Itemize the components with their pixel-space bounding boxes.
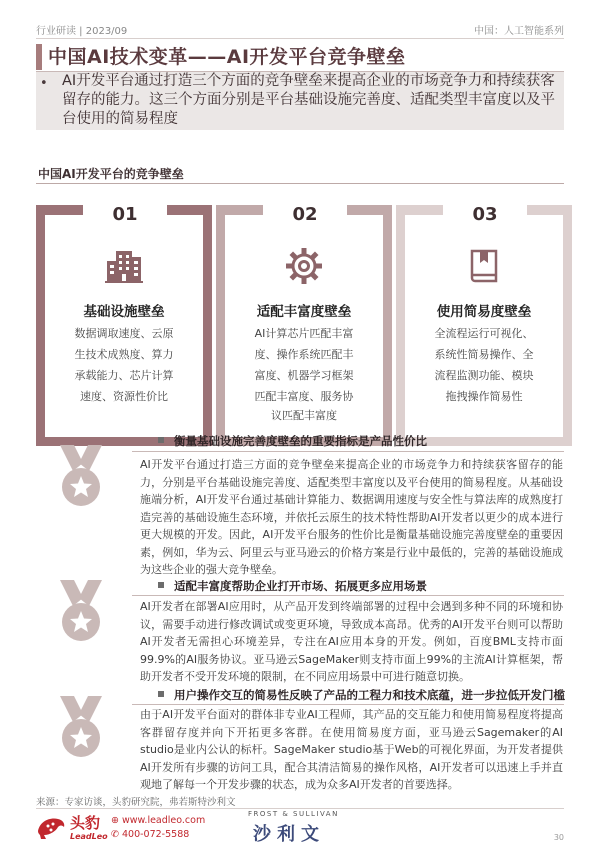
- card-line: 数据调取速度、云原: [74, 327, 174, 340]
- summary-bullet: •: [40, 76, 48, 91]
- footer-divider: [36, 808, 564, 809]
- medal-icon: [56, 445, 106, 509]
- header-divider: [36, 38, 564, 39]
- barrier-card-compatibility: [216, 205, 392, 446]
- detail-divider: [132, 704, 564, 705]
- phone-icon: ✆: [111, 829, 122, 840]
- detail-body-usability: 由于AI开发平台面对的群体非专业AI工程师，其产品的交互能力和使用简易程度将提高客群留存度并向下开拓更多客群。在使用简易度方面，亚马逊云Sagemaker的AI studio是业内公认的标杆。SageMaker studio基于Web的可视化界面，为开发者提供AI开发所有步骤的访问工具，配合其清洁简易的操作风格，AI开发者可以迅速上手并直观地了解每一个开发步骤的状态，成为众多AI开发者的首要选择。: [140, 708, 563, 791]
- detail-divider: [132, 595, 564, 596]
- card-line: 富度、机器学习框架: [254, 369, 354, 382]
- card-line: 速度、资源性价比: [80, 390, 168, 403]
- card-line: AI计算芯片匹配丰富: [254, 327, 354, 340]
- card-line: 匹配丰富度、服务协: [254, 390, 354, 403]
- section-divider: [36, 183, 564, 184]
- report-category: 行业研读 | 2023/09: [36, 26, 128, 37]
- gear-icon: [283, 245, 325, 287]
- detail-heading-compatibility: 适配丰富度帮助企业打开市场、拓展更多应用场景: [158, 578, 427, 594]
- card-body: [231, 323, 377, 424]
- card-line: 流程监测功能、模块: [434, 369, 534, 382]
- medal-icon: [56, 580, 106, 644]
- card-title: 基础设施壁垒: [83, 304, 165, 320]
- card-line: 生技术成熟度、算力: [74, 348, 174, 361]
- card-title: 使用简易度壁垒: [436, 304, 532, 320]
- bullet-square: [158, 437, 164, 443]
- partner-logo-english: FROST & SULLIVAN: [248, 810, 339, 818]
- brand-logo-english: LeadLeo: [70, 832, 108, 841]
- detail-heading-infrastructure: 衡量基础设施完善度壁垒的重要指标是产品性价比: [158, 433, 427, 449]
- card-line: 全流程运行可视化、: [434, 327, 534, 340]
- card-number: 02: [263, 201, 347, 229]
- globe-icon: ⊕: [111, 815, 122, 826]
- card-line: 度、操作系统匹配丰: [254, 348, 354, 361]
- card-line: 系统性简易操作、全: [434, 348, 534, 361]
- card-body: [411, 323, 557, 407]
- bullet-square: [158, 582, 164, 588]
- partner-logo-chinese: 沙利文: [253, 824, 325, 845]
- phone-number: ✆ 400-072-5588: [111, 829, 190, 840]
- brand-logo-text: 头豹: [70, 814, 101, 832]
- detail-body-compatibility: AI开发者在部署AI应用时，从产品开发到终端部署的过程中会遇到多种不同的环境和协议，需要手动进行修改调试或变更环境，导致成本高昂。优秀的AI开发平台则可以帮助AI开发者无需担心环境差异，专注在AI应用本身的开发。例如，百度BML支持市面99.9%的AI服务协议。亚马逊云SageMaker则支持市面上99%的主流AI计算框架，帮助开发者不受开发环境的限制，在不同应用场景中可进行随意切换。: [140, 600, 563, 683]
- page-title: 中国AI技术变革——AI开发平台竞争壁垒: [48, 46, 406, 68]
- card-number: 03: [443, 201, 527, 229]
- report-series: 中国：人工智能系列: [474, 26, 564, 37]
- summary-text: AI开发平台通过打造三个方面的竞争壁垒来提高企业的市场竞争力和持续获客留存的能力。这三个方面分别是平台基础设施完善度、适配类型丰富度以及平台使用的简易程度: [62, 73, 555, 127]
- page-number: 30: [553, 833, 564, 842]
- leopard-logo-icon: [36, 813, 66, 841]
- building-icon: [103, 245, 145, 287]
- source-note: 来源：专家访谈，头豹研究院，弗若斯特沙利文: [36, 797, 236, 808]
- card-line: 承载能力、芯片计算: [74, 369, 174, 382]
- website-link[interactable]: ⊕ www.leadleo.com: [111, 815, 206, 826]
- detail-divider: [132, 451, 564, 452]
- detail-body-infrastructure: AI开发平台通过打造三方面的竞争壁垒来提高企业的市场竞争力和持续获客留存的能力，分别是平台基础设施完善度、适配类型丰富度以及平台使用的简易程度。从基础设施端分析，AI开发平台通过基础计算能力、数据调用速度与安全性与算法库的成熟度打造完善的基础设施生态环境，并依托云原生的技术特性帮助AI开发者以更少的成本进行更大规模的开发。因此，AI开发平台服务的性价比是衡量基础设施完善度壁垒的重要因素，例如，华为云、阿里云与亚马逊云的价格方案是行业中最低的，完善的基础设施成为这些企业的强大竞争壁垒。: [140, 458, 563, 576]
- card-line: 议匹配丰富度: [271, 409, 337, 422]
- bullet-square: [158, 691, 164, 697]
- title-accent-bar: [36, 44, 42, 70]
- book-icon: [463, 245, 505, 287]
- section-title: 中国AI开发平台的竞争壁垒: [38, 167, 184, 181]
- card-title: 适配丰富度壁垒: [256, 304, 352, 320]
- card-body: [51, 323, 197, 407]
- medal-icon: [56, 696, 106, 760]
- card-line: 拖拽操作简易性: [445, 390, 523, 403]
- barrier-card-usability: [396, 205, 572, 446]
- card-number: 01: [83, 201, 167, 229]
- barrier-card-infrastructure: [36, 205, 212, 446]
- detail-heading-usability: 用户操作交互的简易性反映了产品的工程力和技术底蕴，进一步拉低开发门槛: [158, 687, 565, 703]
